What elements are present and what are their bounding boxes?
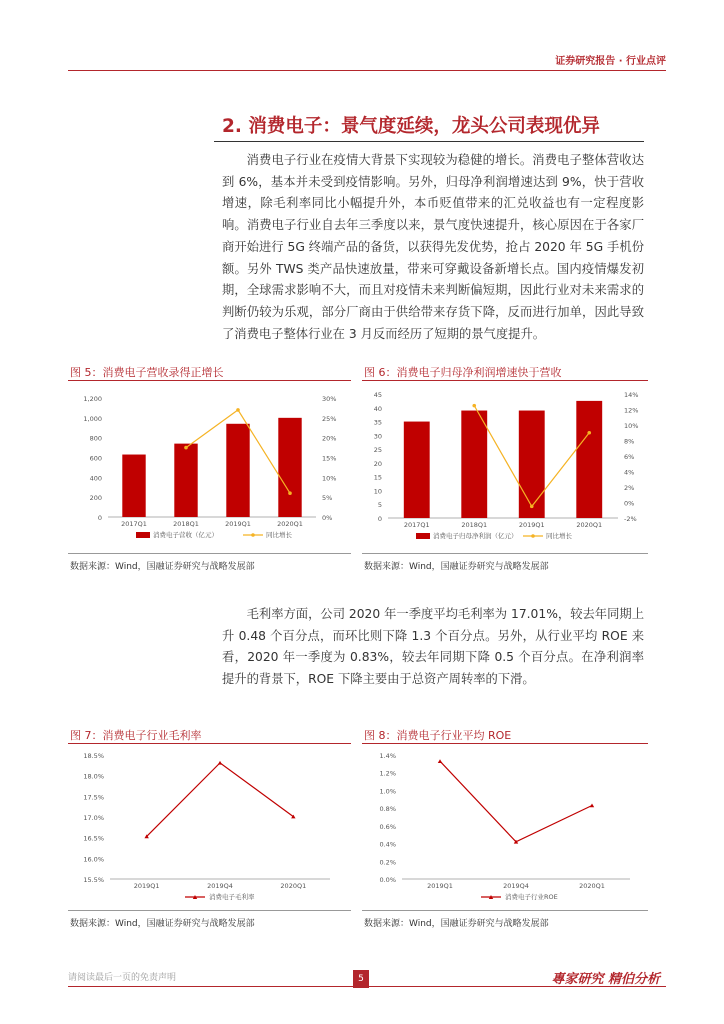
y-tick-label: 1,200 <box>83 395 102 403</box>
y-tick-label: 0 <box>97 514 102 522</box>
x-tick-label: 2019Q1 <box>427 882 453 890</box>
line-point <box>590 803 594 807</box>
section-title: 2. 消费电子：景气度延续，龙头公司表现优异 <box>222 116 600 137</box>
line-point <box>184 446 188 450</box>
y2-tick-label: -2% <box>624 515 637 523</box>
bar <box>278 418 301 517</box>
fig5-chart <box>68 382 352 552</box>
y-tick-label: 0.6% <box>379 822 396 831</box>
x-tick-label: 2019Q4 <box>207 882 233 890</box>
legend-label-line: 消费电子行业ROE <box>505 893 558 901</box>
line-point <box>438 759 442 763</box>
fig7-title: 图 7：消费电子行业毛利率 <box>70 729 202 742</box>
line-point <box>218 761 222 765</box>
line-point <box>530 505 534 509</box>
y-tick-label: 5 <box>377 501 382 510</box>
x-tick-label: 2020Q1 <box>280 882 307 890</box>
y2-tick-label: 0% <box>624 499 635 508</box>
fig6-title-rule <box>362 380 648 381</box>
y2-tick-label: 10% <box>322 474 337 483</box>
header-title: 证券研究报告 · 行业点评 <box>555 56 666 67</box>
y-tick-label: 600 <box>89 454 102 463</box>
legend-label-line: 同比增长 <box>266 531 292 539</box>
section-divider <box>214 141 644 142</box>
y-tick-label: 15.5% <box>83 876 104 884</box>
footer-disclaimer: 请阅读最后一页的免责声明 <box>68 973 177 983</box>
y2-tick-label: 14% <box>624 391 639 399</box>
y-tick-label: 30 <box>373 432 382 441</box>
bar <box>576 401 602 518</box>
bar <box>519 411 545 518</box>
x-tick-label: 2020Q1 <box>277 520 303 528</box>
y2-tick-label: 5% <box>322 494 333 503</box>
page-number: 5 <box>353 970 369 988</box>
y-tick-label: 1.4% <box>379 752 396 760</box>
fig8-bottom-rule <box>362 910 648 911</box>
y-tick-label: 16.0% <box>83 855 104 864</box>
line-point <box>236 408 240 412</box>
y2-tick-label: 10% <box>624 422 639 430</box>
fig5-title-rule <box>68 380 351 381</box>
fig7-title-rule <box>68 743 351 744</box>
fig8-title: 图 8：消费电子行业平均 ROE <box>364 729 512 742</box>
x-tick-label: 2019Q1 <box>225 520 251 528</box>
y-tick-label: 0.2% <box>379 858 396 867</box>
y-tick-label: 1.0% <box>379 787 396 796</box>
fig6-chart <box>362 382 648 552</box>
y2-tick-label: 0% <box>322 514 333 522</box>
line-point <box>288 491 292 495</box>
y-tick-label: 400 <box>89 474 102 483</box>
x-tick-label: 2020Q1 <box>579 882 605 890</box>
y-tick-label: 20 <box>373 459 382 468</box>
y-tick-label: 16.5% <box>83 834 104 843</box>
y2-tick-label: 15% <box>322 454 337 463</box>
fig7-source: 数据来源：Wind，国融证券研究与战略发展部 <box>70 919 255 929</box>
y-tick-label: 15 <box>373 473 382 482</box>
x-tick-label: 2017Q1 <box>403 521 430 529</box>
x-tick-label: 2018Q1 <box>461 521 488 529</box>
y-tick-label: 0.8% <box>379 805 396 814</box>
fig8-title-rule <box>362 743 648 744</box>
paragraph-2: 毛利率方面，公司 2020 年一季度平均毛利率为 17.01%，较去年同期上升 0.48 个百分点，而环比则下降 1.3 个百分点。另外，从行业平均 ROE 来看，2020 年一季度为 0.83%，较去年同期下降 0.5 个百分点。在净利润率提升的背景下，ROE 下降主要由于总资产周转率的下滑。 <box>222 607 644 687</box>
y-tick-label: 0.0% <box>379 876 396 884</box>
bar <box>404 422 430 518</box>
series-line <box>147 763 294 837</box>
series-line <box>440 761 592 842</box>
fig8-source: 数据来源：Wind，国融证券研究与战略发展部 <box>364 919 549 929</box>
bar <box>461 411 487 518</box>
fig6-bottom-rule <box>362 553 648 554</box>
y-tick-label: 17.5% <box>83 793 104 802</box>
y-tick-label: 800 <box>89 434 102 443</box>
y-tick-label: 45 <box>373 391 382 399</box>
legend-label-line: 消费电子毛利率 <box>209 893 255 901</box>
x-tick-label: 2019Q1 <box>518 521 545 529</box>
y-tick-label: 0.4% <box>379 840 396 849</box>
x-tick-label: 2019Q1 <box>133 882 160 890</box>
fig8-chart <box>362 745 648 909</box>
fig5-source: 数据来源：Wind，国融证券研究与战略发展部 <box>70 562 255 572</box>
y-tick-label: 35 <box>373 418 382 427</box>
legend-swatch-bars <box>416 533 430 539</box>
y2-tick-label: 25% <box>322 414 337 423</box>
y2-tick-label: 4% <box>624 468 635 477</box>
y2-tick-label: 20% <box>322 434 337 443</box>
paragraph-1: 消费电子行业在疫情大背景下实现较为稳健的增长。消费电子整体营收达到 6%，基本并未受到疫情影响。另外，归母净利润增速达到 9%，快于营收增速，除毛利率同比小幅提升外，本币贬值带来的汇兑收益也有一定程度影响。消费电子行业自去年三季度以来，景气度快速提升，核心原因在于各家厂商开始进行 5G 终端产品的备货，以获得先发优势，抢占 2020 年 5G 手机份额。另外 TWS 类产品快速放量，带来可穿戴设备新增长点。国内疫情爆发初期，全球需求影响不大，而且对疫情未来判断偏短期，因此行业对未来需求的判断仍较为乐观，部分厂商由于供给带来存货下降，反而进行加单，因此导致了消费电子整体行业在 3 月反而经历了短期的景气度提升。 <box>222 153 644 341</box>
fig7-chart <box>68 745 352 909</box>
bar <box>122 455 145 517</box>
bar <box>226 424 249 517</box>
y-tick-label: 10 <box>373 487 382 496</box>
y2-tick-label: 8% <box>624 437 635 446</box>
fig5-title: 图 5：消费电子营收录得正增长 <box>70 366 224 379</box>
fig6-title: 图 6：消费电子归母净利润增速快于营收 <box>364 366 562 379</box>
header-divider <box>68 70 666 71</box>
x-tick-label: 2018Q1 <box>173 520 199 528</box>
y-tick-label: 17.0% <box>83 814 104 822</box>
legend-marker-line <box>531 534 535 538</box>
y-tick-label: 0 <box>377 515 382 523</box>
legend-label-bars: 消费电子归母净利润（亿元） <box>433 532 518 540</box>
x-tick-label: 2017Q1 <box>121 520 147 528</box>
line-point <box>587 431 591 435</box>
footer-brand-logo: 專家研究 精伯分析 <box>551 972 660 987</box>
y-tick-label: 25 <box>373 446 382 455</box>
y-tick-label: 18.0% <box>83 772 104 781</box>
y-tick-label: 1.2% <box>379 769 396 778</box>
y-tick-label: 1,000 <box>83 414 102 423</box>
fig7-bottom-rule <box>68 910 351 911</box>
x-tick-label: 2020Q1 <box>576 521 603 529</box>
y-tick-label: 18.5% <box>83 752 104 760</box>
legend-swatch-bars <box>136 532 150 538</box>
y2-tick-label: 12% <box>624 406 639 415</box>
y-tick-label: 40 <box>373 404 382 413</box>
bar <box>174 444 197 517</box>
y2-tick-label: 2% <box>624 484 635 492</box>
fig6-source: 数据来源：Wind，国融证券研究与战略发展部 <box>364 562 549 572</box>
y2-tick-label: 30% <box>322 395 337 403</box>
legend-label-bars: 消费电子营收（亿元） <box>153 531 218 539</box>
line-point <box>472 404 476 408</box>
legend-marker-line <box>251 533 255 537</box>
legend-label-line: 同比增长 <box>546 532 572 540</box>
fig5-bottom-rule <box>68 553 351 554</box>
y-tick-label: 200 <box>89 494 102 503</box>
y2-tick-label: 6% <box>624 453 635 461</box>
x-tick-label: 2019Q4 <box>503 882 529 890</box>
